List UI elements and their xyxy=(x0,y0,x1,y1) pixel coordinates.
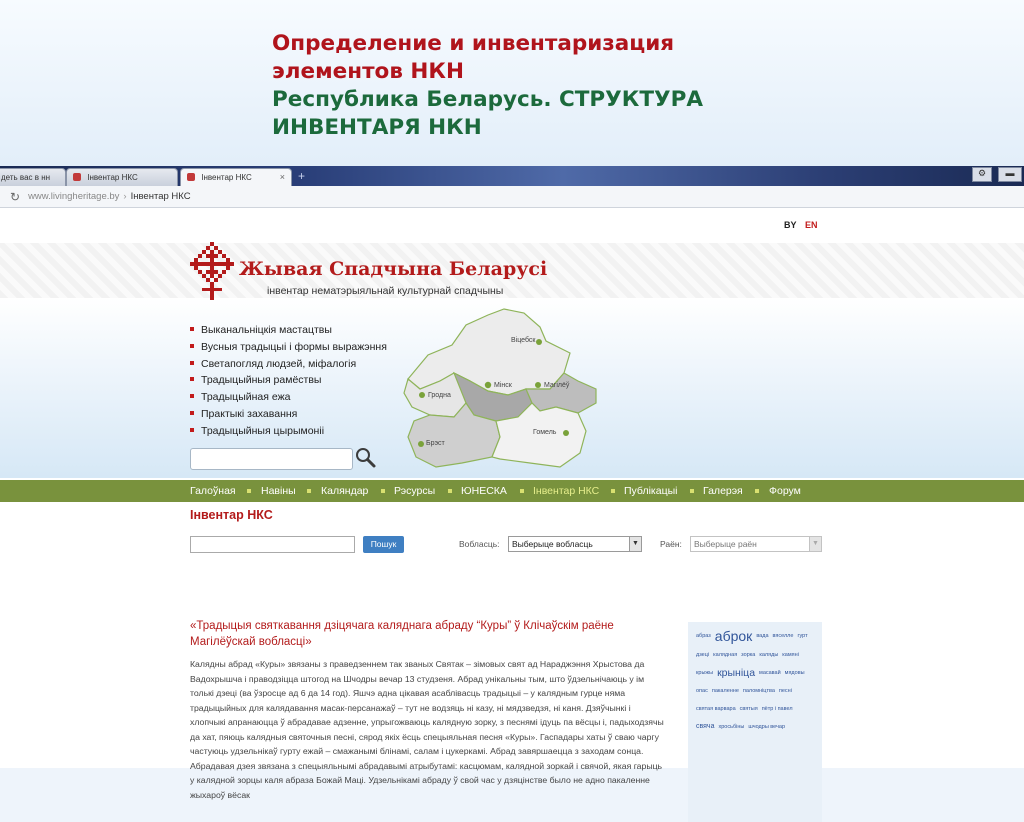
tag-link[interactable]: песні xyxy=(778,687,792,694)
settings-gear-icon[interactable]: ⚙ xyxy=(972,167,992,182)
region-select[interactable] xyxy=(508,536,642,552)
nav-unesco[interactable]: ЮНЕСКА xyxy=(461,485,507,497)
page-title: Інвентар НКС xyxy=(190,508,273,522)
search-button[interactable]: Пошук xyxy=(363,536,404,553)
slide-title xyxy=(272,30,832,142)
category-link[interactable]: Традыцыйныя цырымоніі xyxy=(190,423,387,440)
nav-resources[interactable]: Рэсурсы xyxy=(394,485,436,497)
tag-link[interactable]: свяча xyxy=(696,723,715,731)
window-control-button[interactable]: ▬ xyxy=(998,167,1022,182)
nav-news[interactable]: Навіны xyxy=(261,485,296,497)
category-link[interactable]: Выканальніцкія мастацтвы xyxy=(190,322,387,339)
nav-separator xyxy=(448,489,452,493)
nav-calendar[interactable]: Каляндар xyxy=(321,485,369,497)
tab-1-label: деть вас в нн xyxy=(1,173,51,182)
tag-link[interactable]: калядная xyxy=(713,651,738,658)
search-icon[interactable] xyxy=(354,446,376,468)
nav-separator xyxy=(307,489,311,493)
nav-separator xyxy=(755,489,759,493)
tag-link[interactable]: опас xyxy=(696,687,708,694)
main-navigation xyxy=(0,480,1024,502)
browser-window xyxy=(0,166,1024,800)
tag-link[interactable]: крыжы xyxy=(696,669,714,676)
site-logo-subtitle: інвентар нематэрыяльнай культурнай спадчыны xyxy=(267,285,504,297)
tag-link[interactable]: вада xyxy=(756,633,769,639)
category-link[interactable]: Вусныя традыцыі і формы выражэння xyxy=(190,339,387,356)
tag-link[interactable]: масавай xyxy=(759,669,781,676)
tab-1[interactable] xyxy=(0,168,66,186)
chevron-down-icon: ▼ xyxy=(809,537,821,551)
slide-title-line2: элементов НКН xyxy=(272,59,464,84)
belarus-map[interactable] xyxy=(400,307,610,472)
tag-link[interactable]: святыя xyxy=(739,705,758,712)
tag-link[interactable]: каляды xyxy=(759,651,779,658)
site-search-input[interactable] xyxy=(190,448,353,470)
address-separator: › xyxy=(123,191,127,202)
region-select-value: Выберыце вобласць xyxy=(512,539,593,549)
category-link[interactable]: Светапогляд людзей, міфалогія xyxy=(190,356,387,373)
article-body: Калядны абрад «Куры» звязаны з праведзеннем так званых Святак – зімовых свят ад Нараджэння Хрыстова да Вадохрышча і праводзіцца штогод на Шчодры вечар 13 студзеня. Абрад унікальны тым, што ўдзельнічаюць у ім толькі дзеці (ва ўзросце ад 6 да 14 год). Яшчэ адна цікавая асаблівасць традыцыі – у калядным гурце няма традыцыйных для калядавання масак-персанажаў – тут не водзяць ні казу, ні мядзведзя, ні каня. Дзяўчынкі і хлопчыкі апранаюцца ў абрадавае адзенне, упрыгожваюць калядную зорку, з песнямі ідуць па вёсцы і, падыходзячы да хат, пяюць калядныя святочныя песні, сярод якіх ёсць спецыяльная песня «Куры». Гаспадары хаты ў сваю чаргу частуюць удзельнікаў гурту ежай – смажанымі блінамі, салам і цукеркамі. Абрад завяршаецца з заходам сонца. Абрадавая дзея звязана з спецыяльнымі абрадавымі атрыбутамі: касцюмам, калядной зоркай і свячой, якая гарыць у калядной зорцы каля абраза Божай Маці. Удзельнікамі абраду ў свой час у дзяцінстве было не адно пакаленне жыхароў вёсак xyxy=(190,659,664,800)
slide-title-line1: Определение и инвентаризация xyxy=(272,31,675,56)
site-logo-title[interactable]: Жывая Спадчына Беларусі xyxy=(239,258,548,280)
tag-cloud xyxy=(688,622,822,822)
nav-home[interactable]: Галоўная xyxy=(190,485,236,497)
tag-link[interactable]: абраз xyxy=(696,633,711,639)
website xyxy=(0,208,1024,800)
tag-link[interactable]: камяні xyxy=(782,651,799,658)
tag-link[interactable]: святая варвара xyxy=(696,705,736,712)
category-link[interactable]: Традыцыйныя рамёствы xyxy=(190,372,387,389)
map-label-grodno: Гродна xyxy=(428,392,451,399)
nav-inventory[interactable]: Інвентар НКС xyxy=(533,485,600,497)
address-path: Інвентар НКС xyxy=(130,191,191,202)
map-label-gomel: Гомель xyxy=(533,429,557,436)
close-tab-icon[interactable]: × xyxy=(279,172,285,182)
tag-link[interactable]: аброк xyxy=(714,628,753,644)
region-label: Вобласць: xyxy=(459,539,500,549)
map-label-mogilev: Магілёў xyxy=(544,382,570,389)
nav-separator xyxy=(690,489,694,493)
nav-publications[interactable]: Публікацыі xyxy=(624,485,678,497)
nav-separator xyxy=(247,489,251,493)
category-link[interactable]: Практыкі захавання xyxy=(190,406,387,423)
map-label-minsk: Мінск xyxy=(494,382,512,389)
tab-bar xyxy=(0,166,1024,186)
reload-icon[interactable]: ↻ xyxy=(10,189,21,204)
tag-link[interactable]: пётр і павел xyxy=(761,705,793,712)
tag-link[interactable]: гурт xyxy=(797,633,808,639)
nav-separator xyxy=(381,489,385,493)
tag-link[interactable]: хросьбіны xyxy=(718,723,745,730)
nav-gallery[interactable]: Галерэя xyxy=(703,485,743,497)
tag-link[interactable]: зорка xyxy=(741,651,756,658)
new-tab-button[interactable]: + xyxy=(298,169,306,183)
site-favicon-icon xyxy=(187,173,195,181)
category-link[interactable]: Традыцыйная ежа xyxy=(190,389,387,406)
tag-link[interactable]: крыніца xyxy=(717,666,756,679)
tab-3-label: Інвентар НКС xyxy=(201,173,252,182)
tab-3-active[interactable] xyxy=(180,168,292,186)
nav-separator xyxy=(611,489,615,493)
inventory-search-input[interactable] xyxy=(190,536,355,553)
district-select-value: Выберыце раён xyxy=(694,539,757,549)
map-label-vitebsk: Віцебск xyxy=(511,337,536,344)
tag-link[interactable]: пакаленне xyxy=(711,687,739,694)
nav-forum[interactable]: Форум xyxy=(769,485,801,497)
site-favicon-icon xyxy=(73,173,81,181)
slide-title-line3: Республика Беларусь. СТРУКТУРА xyxy=(272,87,703,112)
nav-separator xyxy=(520,489,524,493)
lang-en-link[interactable]: EN xyxy=(805,220,818,230)
slide-title-line4: ИНВЕНТАРЯ НКН xyxy=(272,115,482,140)
tag-link[interactable]: дзеці xyxy=(696,651,710,658)
tab-2-label: Інвентар НКС xyxy=(87,173,138,182)
chevron-down-icon: ▼ xyxy=(629,537,641,551)
tag-link[interactable]: шчодры вечар xyxy=(748,723,786,730)
ornament-logo-icon[interactable] xyxy=(190,242,234,300)
tag-link[interactable]: паломніцтва xyxy=(742,687,775,694)
language-switcher xyxy=(784,220,818,230)
address-domain: www.livingheritage.by xyxy=(28,191,120,202)
slide-header xyxy=(0,0,1024,166)
tag-link[interactable]: вяселле xyxy=(772,633,794,639)
lang-by-link[interactable]: BY xyxy=(784,220,797,230)
tab-2[interactable] xyxy=(66,168,178,186)
district-label: Раён: xyxy=(660,539,682,549)
address-bar[interactable] xyxy=(0,186,1024,208)
tag-link[interactable]: мядовы xyxy=(784,669,805,676)
category-list xyxy=(190,322,387,440)
article-title-link[interactable]: «Традыцыя святкавання дзіцячага каляднага абраду “Куры” ў Клічаўскім раёне Магілёўскай вобласці» xyxy=(190,620,614,648)
district-select[interactable] xyxy=(690,536,822,552)
map-label-brest: Брэст xyxy=(426,440,445,447)
